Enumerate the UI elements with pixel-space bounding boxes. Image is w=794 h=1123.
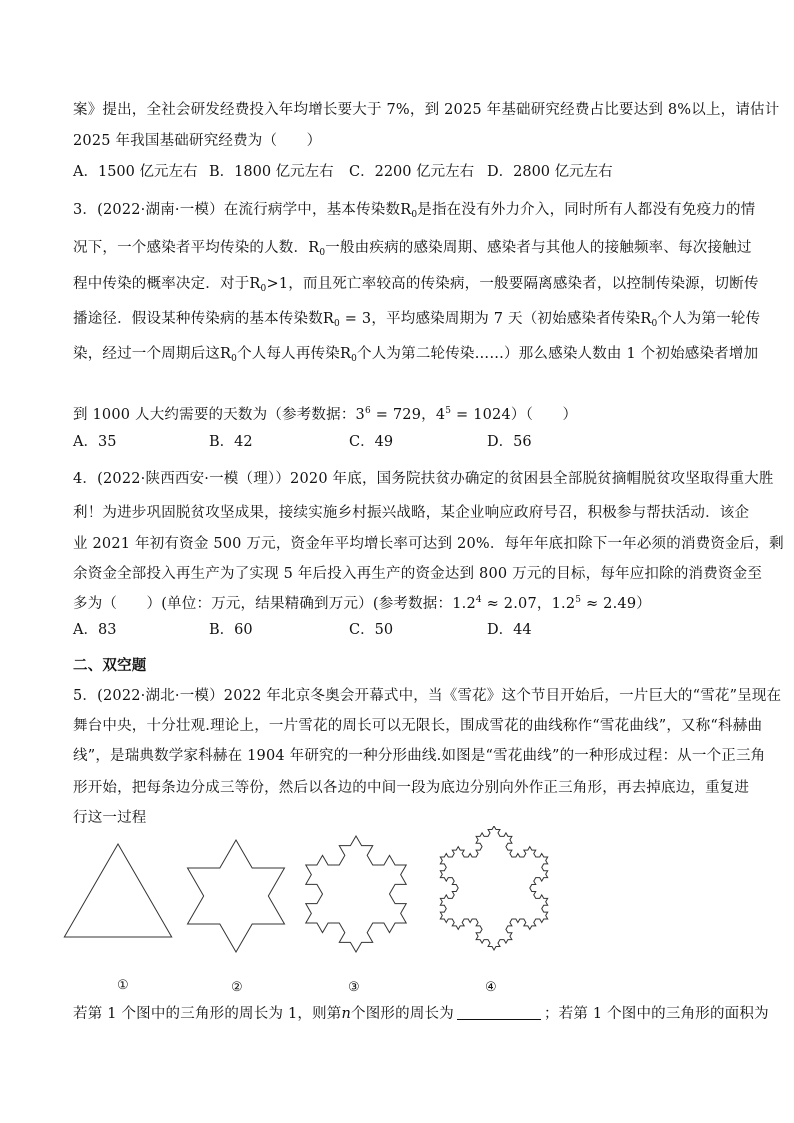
koch-figure-3 bbox=[306, 836, 406, 952]
q4-line-1: 4．(2022·陕西西安·一模（理））2020 年底，国务院扶贫办确定的贫困县全部脱贫摘帽脱贫攻坚取得重大胜 bbox=[73, 471, 774, 487]
q3-line-2: 况下，一个感染者平均传染的人数．$R_0$一般由疾病的感染周期、感染者与其他人的接触频率、每次接触过 bbox=[73, 240, 752, 258]
q3-line-1: 3．(2022·湖南·一模）在流行病学中，基本传染数$R_0$是指在没有外力介入，同时所有人都没有免疫力的情 bbox=[73, 202, 756, 220]
q4-line-3: 业 2021 年初有资金 500 万元，资金年平均增长率可达到 20%．每年年底扣除下一年必须的消费资金后，剩 bbox=[73, 536, 784, 552]
figure-caption-2: ② bbox=[231, 980, 243, 995]
q3-line-6: 到 1000 人大约需要的天数为（参考数据：$3^6 = 729$，$4^5 = 1024$）（ ） bbox=[73, 406, 578, 423]
q5-line-4: 形开始，把每条边分成三等份，然后以各边的中间一段为底边分别向外作正三角形，再去掉底边，重复进 bbox=[73, 780, 750, 796]
q4-option-a[interactable]: A．83 bbox=[73, 622, 117, 638]
q3-line-3: 程中传染的概率决定．对于$R_0>1$，而且死亡率较高的传染病，一般要隔离感染者，以控制传染源，切断传 bbox=[73, 276, 759, 294]
q3-option-d[interactable]: D．56 bbox=[487, 434, 532, 450]
q2-text-line-2: 2025 年我国基础研究经费为（ ） bbox=[73, 133, 322, 149]
q3-option-c[interactable]: C．49 bbox=[349, 434, 394, 450]
figure-caption-1: ① bbox=[117, 978, 129, 993]
q2-option-b[interactable]: B．1800 亿元左右 bbox=[209, 164, 334, 180]
q3-line-4: 播途径．假设某种传染病的基本传染数$R_0 = 3$，平均感染周期为 7 天（初始感染者传染$R_0$个人为第一轮传 bbox=[73, 311, 761, 329]
q5-line-1: 5．(2022·湖北·一模）2022 年北京冬奥会开幕式中，当《雪花》这个节目开始后，一片巨大的“雪花”呈现在 bbox=[73, 688, 782, 704]
q2-option-a[interactable]: A．1500 亿元左右 bbox=[73, 164, 198, 180]
q5-line-3: 线”，是瑞典数学家科赫在 1904 年研究的一种分形曲线.如图是“雪花曲线”的一种形成过程：从一个正三角 bbox=[73, 748, 766, 764]
q5-line-5: 行这一过程 bbox=[73, 810, 147, 826]
q4-option-d[interactable]: D．44 bbox=[487, 622, 532, 638]
q4-line-5: 多为（ ）(单位：万元，结果精确到万元）(参考数据：$1.2^4 \approx 2.07$，$1.2^5 \approx 2.49$） bbox=[73, 595, 651, 612]
koch-figure-1 bbox=[64, 844, 171, 937]
q3-option-b[interactable]: B．42 bbox=[209, 434, 253, 450]
q4-line-2: 利！为进步巩固脱贫攻坚成果，接续实施乡村振兴战略，某企业响应政府号召，积极参与帮扶活动．该企 bbox=[73, 505, 750, 521]
q4-line-4: 余资金全部投入再生产为了实现 5 年后投入再生产的资金达到 800 万元的目标，每年应扣除的消费资金至 bbox=[73, 566, 763, 582]
figure-caption-3: ③ bbox=[348, 980, 360, 995]
koch-snowflake-figures bbox=[60, 826, 580, 1006]
q4-option-b[interactable]: B．60 bbox=[209, 622, 253, 638]
answer-blank[interactable] bbox=[457, 1004, 541, 1020]
figure-caption-4: ④ bbox=[485, 980, 497, 995]
q2-option-c[interactable]: C．2200 亿元左右 bbox=[349, 164, 475, 180]
q3-option-a[interactable]: A．35 bbox=[73, 434, 117, 450]
q5-last-line: 若第 1 个图中的三角形的周长为 1，则第n个图形的周长为 ；若第 1 个图中的三角形的面积为 bbox=[73, 1006, 769, 1022]
q4-option-c[interactable]: C．50 bbox=[349, 622, 394, 638]
q2-text-line-1: 案》提出，全社会研发经费投入年均增长要大于 7%，到 2025 年基础研究经费占比要达到 8%以上，请估计 bbox=[73, 102, 780, 118]
section-title: 二、双空题 bbox=[73, 658, 147, 674]
q3-line-5: 染，经过一个周期后这$R_0$个人每人再传染$R_0$个人为第二轮传染……）那么感染人数由 1 个初始感染者增加 bbox=[73, 346, 759, 364]
koch-figure-4 bbox=[440, 826, 547, 950]
q5-line-2: 舞台中央，十分壮观.理论上，一片雪花的周长可以无限长，围成雪花的曲线称作“雪花曲线”，又称“科赫曲 bbox=[73, 718, 763, 734]
koch-figure-2 bbox=[188, 840, 285, 952]
q2-option-d[interactable]: D．2800 亿元左右 bbox=[487, 164, 613, 180]
